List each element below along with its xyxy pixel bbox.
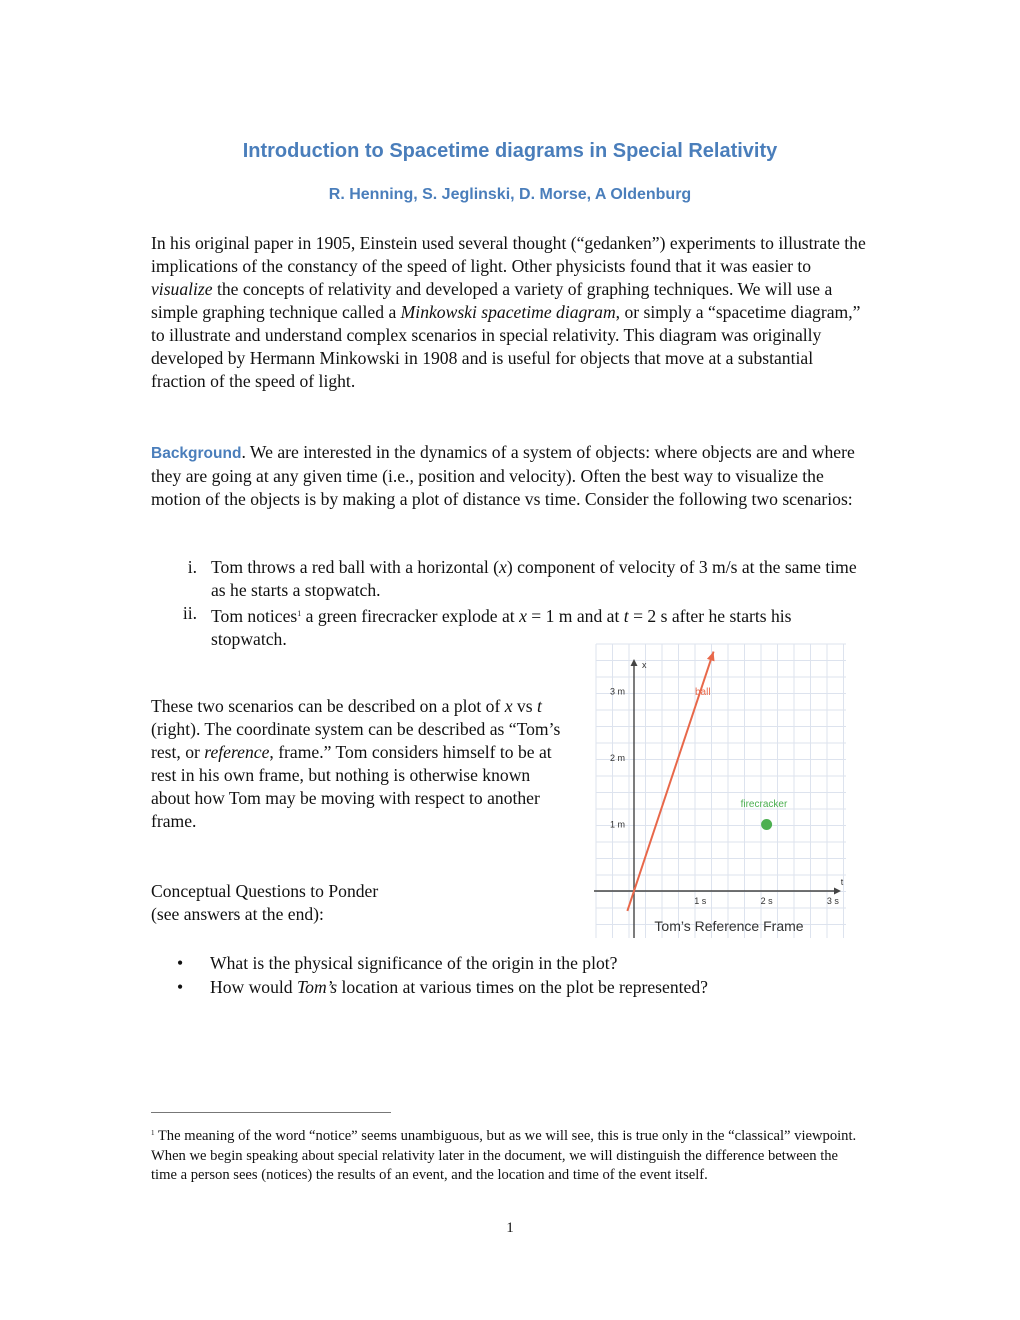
background-heading: Background <box>151 445 242 462</box>
y-tick-label: 3 m <box>609 686 625 697</box>
footnote: $^1$ The meaning of the word “notice” seems unambiguous, but as we will see, this is true only in the “classical” viewpoint. When we begin speaking about special relativity later in the document, we will distinguish the difference between the time a person sees (notices) the results of an event, and the location and time of the event itself. <box>151 1128 857 1183</box>
list-item: • How would Tom’s location at various times on the plot be represented? <box>151 975 866 999</box>
x-tick-label: 3 s <box>826 896 839 906</box>
authors: R. Henning, S. Jeglinski, D. Morse, A Oldenburg <box>328 186 692 203</box>
y-axis-label: x <box>642 660 647 670</box>
intro-paragraph: In his original paper in 1905, Einstein used several thought (“gedanken”) experiments to illustrate the implications of the constancy of the speed of light. Other physicists found that it was easier to visualize the concepts of relativity and developed a variety of graphing techniques. We will use a simple graphing technique called a Minkowski spacetime diagram, or simply a “spacetime diagram,” to illustrate and understand complex scenarios in special relativity. This diagram was originally developed by Hermann Minkowski in 1908 and is useful for objects that move at a substantial fraction of the speed of light. <box>151 233 866 391</box>
list-item: • What is the physical significance of the origin in the plot? <box>151 951 866 975</box>
y-tick-label: 2 m <box>609 753 625 763</box>
x-axis-label: t <box>840 877 844 887</box>
firecracker-label: firecracker <box>740 799 788 811</box>
y-tick-label: 1 m <box>609 819 625 830</box>
background-paragraph: Background. We are interested in the dynamics of a system of objects: where objects are and where they are going at any given time (i.e., position and velocity). Often the best way to visualize the motion of the objects is by making a plot of distance vs time. Consider the following two scenarios: <box>151 442 855 509</box>
firecracker-point <box>761 819 772 830</box>
page-number: 1 <box>506 1220 514 1236</box>
ball-label: ball <box>694 686 711 698</box>
bullet-icon: • <box>177 953 184 973</box>
list-item: ii. Tom notices$^1$ a green firecracker explode at x = 1 m and at t = 2 s after he starts his stopwatch. <box>182 603 792 649</box>
list-item: i. Tom throws a red ball with a horizontal (x) component of velocity of 3 m/s at the same time as he starts a stopwatch. <box>187 557 857 600</box>
x-axis-arrow-icon <box>834 888 841 895</box>
x-tick-label: 2 s <box>760 896 773 906</box>
chart-title: Tom’s Reference Frame <box>654 918 804 934</box>
chart-ticks <box>610 687 839 907</box>
footnote-divider <box>151 1112 391 1113</box>
footnote-mark: 1 <box>151 1129 155 1137</box>
x-tick-label: 1 s <box>694 896 707 906</box>
page-title: Introduction to Spacetime diagrams in Special Relativity <box>242 140 778 162</box>
bullet-icon: • <box>177 977 184 997</box>
questions-heading: Conceptual Questions to Ponder (see answers at the end): <box>151 881 379 924</box>
scenario-list <box>151 556 866 651</box>
plot-description: These two scenarios can be described on a plot of x vs t (right). The coordinate system can be described as “Tom’s rest, or reference, frame.” Tom considers himself to be at rest in his own frame, but nothing is otherwise known about how Tom may be moving with respect to another frame. <box>151 696 561 831</box>
ball-arrow-icon <box>707 652 715 662</box>
footnote-marker: 1 <box>297 609 302 618</box>
spacetime-chart <box>592 642 850 942</box>
question-list <box>151 951 866 999</box>
chart-marks <box>627 652 788 911</box>
